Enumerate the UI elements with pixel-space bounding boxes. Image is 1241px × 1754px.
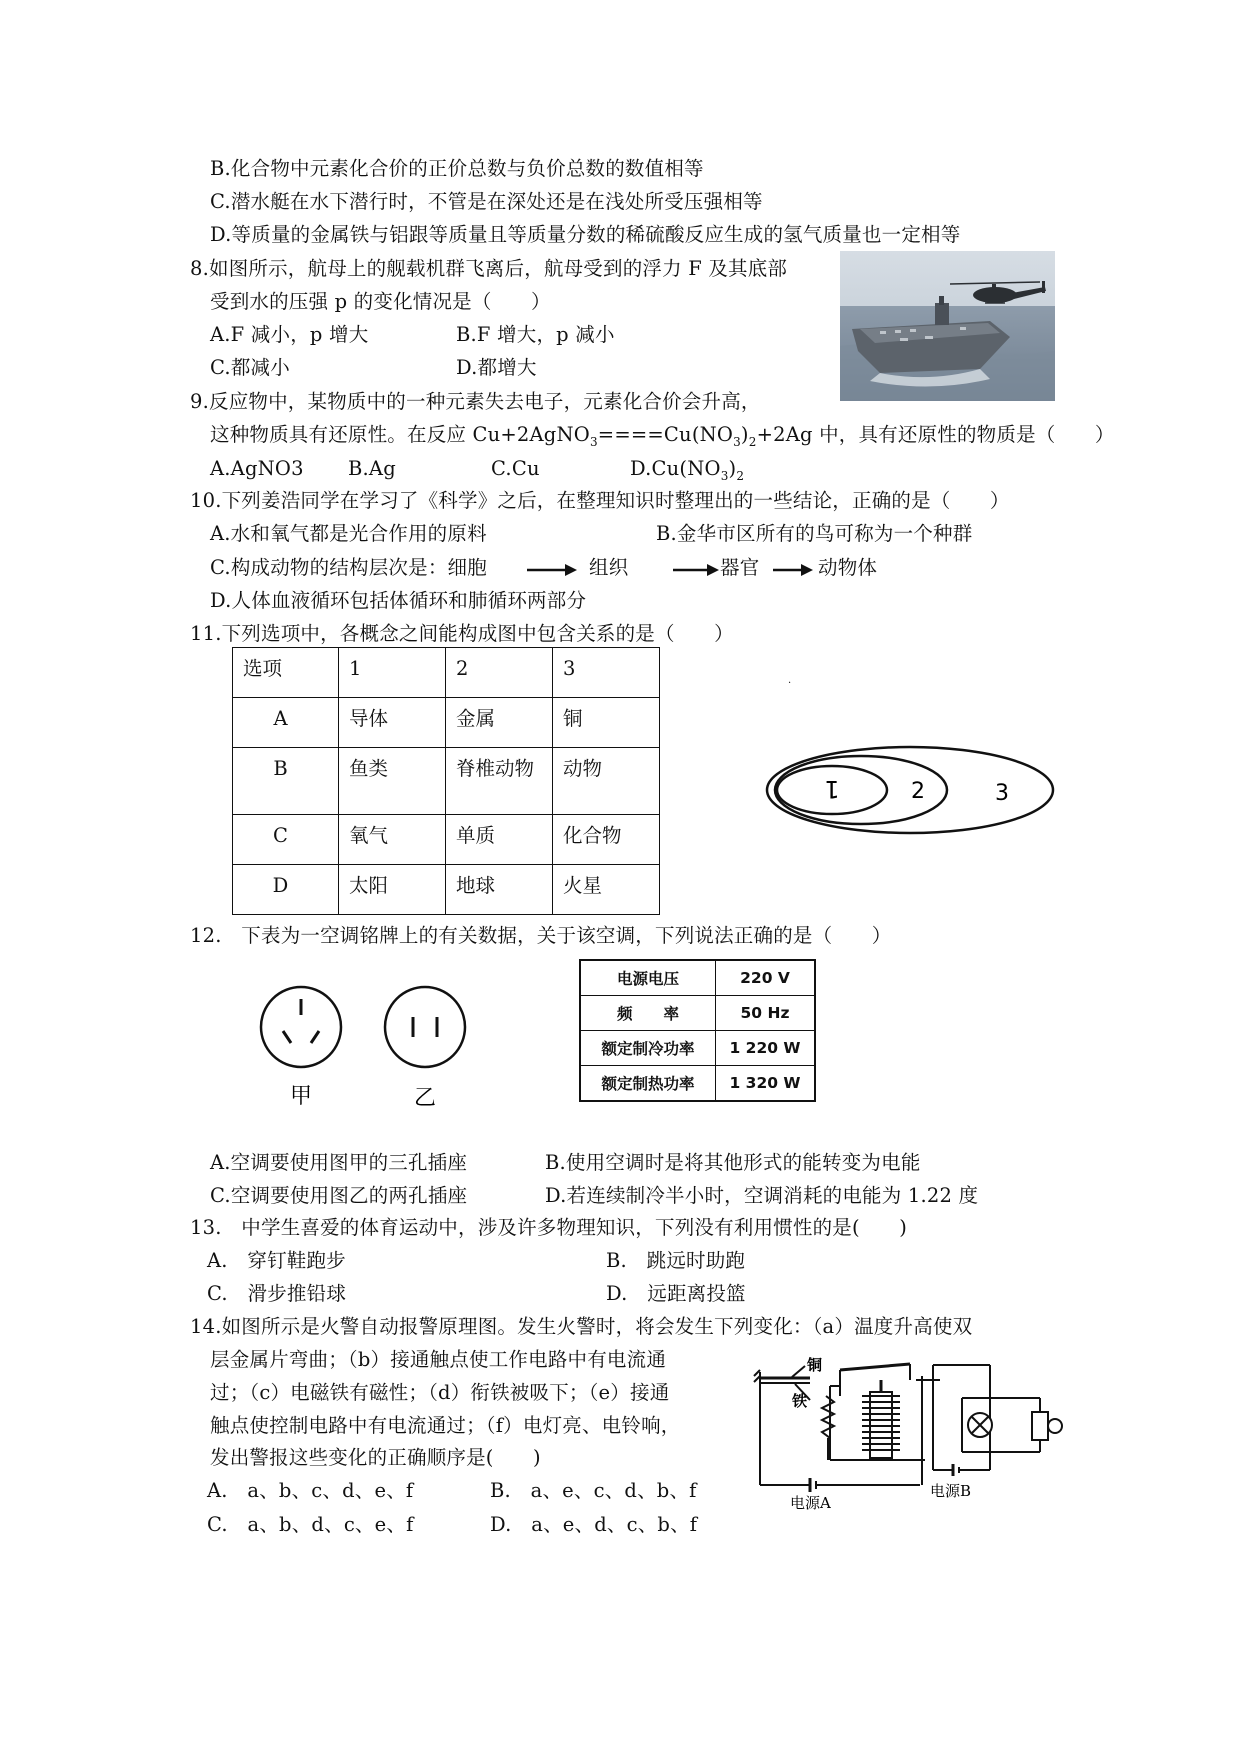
q14-stem-line4: 触点使控制电路中有电流通过；（f）电灯亮、电铃响， bbox=[210, 1414, 681, 1437]
q10-arrows bbox=[525, 560, 825, 580]
fire-alarm-circuit-diagram bbox=[750, 1350, 1080, 1520]
q12-option-d: D.若连续制冷半小时，空调消耗的电能为 1.22 度 bbox=[545, 1184, 979, 1207]
table-cell: A bbox=[233, 698, 339, 748]
q13-option-a: A. 穿钉鞋跑步 bbox=[207, 1249, 346, 1272]
q8-option-a: A.F 减小，p 增大 bbox=[210, 323, 369, 346]
q12-option-a: A.空调要使用图甲的三孔插座 bbox=[210, 1151, 468, 1174]
q13-option-d: D. 远距离投篮 bbox=[606, 1282, 746, 1305]
table-cell: 1 bbox=[339, 648, 446, 698]
q9-sub: 3 bbox=[733, 435, 741, 449]
table-cell: 电源电压 bbox=[580, 960, 716, 996]
q12-stem: 12. 下表为一空调铭牌上的有关数据，关于该空调，下列说法正确的是（ ） bbox=[190, 924, 892, 947]
table-cell: D bbox=[233, 865, 339, 915]
table-cell: 1 220 W bbox=[716, 1031, 816, 1066]
table-cell: 化合物 bbox=[553, 815, 660, 865]
table-cell: 铜 bbox=[553, 698, 660, 748]
table-cell: 脊椎动物 bbox=[446, 748, 553, 815]
q14-option-a: A. a、b、c、d、e、f bbox=[207, 1479, 414, 1502]
q12-option-c: C.空调要使用图乙的两孔插座 bbox=[210, 1184, 468, 1207]
q14-option-c: C. a、b、d、c、e、f bbox=[207, 1513, 414, 1536]
q11-stem: 11.下列选项中，各概念之间能构成图中包含关系的是（ ） bbox=[190, 622, 734, 645]
q8-option-d: D.都增大 bbox=[456, 356, 537, 379]
venn-label-1: 1 bbox=[824, 775, 840, 803]
q14-option-b: B. a、e、c、d、b、f bbox=[490, 1479, 697, 1502]
q9-sub: 3 bbox=[589, 435, 598, 449]
ellipse-3 bbox=[767, 747, 1053, 833]
table-cell: 1 320 W bbox=[716, 1066, 816, 1102]
table-header-row bbox=[233, 648, 660, 698]
q14-stem-line1: 14.如图所示是火警自动报警原理图。发生火警时，将会发生下列变化：（a）温度升高使双 bbox=[190, 1315, 973, 1338]
table-cell: C bbox=[233, 815, 339, 865]
q7-option-d: D.等质量的金属铁与铝跟等质量且等质量分数的稀硫酸反应生成的氢气质量也一定相等 bbox=[210, 223, 961, 246]
table-row bbox=[233, 748, 660, 815]
q9-text: ) bbox=[740, 423, 749, 446]
two-hole-socket-icon bbox=[385, 987, 465, 1067]
q7-option-b: B.化合物中元素化合价的正价总数与负价总数的数值相等 bbox=[210, 157, 704, 180]
q8-option-b: B.F 增大，p 减小 bbox=[456, 323, 615, 346]
table-row bbox=[580, 960, 815, 996]
q9-stem-line1: 9.反应物中，某物质中的一种元素失去电子，元素化合价会升高， bbox=[190, 390, 761, 413]
q14-stem-line5: 发出警报这些变化的正确顺序是( ) bbox=[210, 1446, 541, 1469]
table-cell: 3 bbox=[553, 648, 660, 698]
table-cell: 额定制热功率 bbox=[580, 1066, 716, 1102]
socket-diagrams bbox=[255, 985, 485, 1120]
table-row bbox=[233, 865, 660, 915]
label-iron: 铁 bbox=[792, 1392, 808, 1410]
q9-text: ====Cu(NO bbox=[597, 423, 734, 446]
q10-option-d: D.人体血液循环包括体循环和肺循环两部分 bbox=[210, 589, 587, 612]
label-power-b: 电源B bbox=[930, 1482, 972, 1500]
q10-c-tissue: 组织 bbox=[589, 556, 629, 579]
q14-stem-line2: 层金属片弯曲；（b）接通触点使工作电路中有电流通 bbox=[210, 1348, 667, 1371]
q10-option-c: C.构成动物的结构层次是：细胞 bbox=[210, 556, 487, 579]
q10-option-b: B.金华市区所有的鸟可称为一个种群 bbox=[656, 522, 973, 545]
q8-option-c: C.都减小 bbox=[210, 356, 290, 379]
q9-option-a: A.AgNO3 bbox=[210, 457, 304, 480]
q9-option-b: B.Ag bbox=[348, 457, 396, 480]
table-cell: 地球 bbox=[446, 865, 553, 915]
table-cell: 火星 bbox=[553, 865, 660, 915]
q9-d-sub: 2 bbox=[736, 469, 745, 483]
aircraft-carrier-photo bbox=[840, 251, 1055, 401]
table-cell: 2 bbox=[446, 648, 553, 698]
venn-label-3: 3 bbox=[995, 781, 1009, 806]
arrow-right-icon bbox=[527, 564, 577, 576]
table-cell: 频 率 bbox=[580, 996, 716, 1031]
three-hole-socket-icon bbox=[261, 987, 341, 1067]
venn-label-2: 2 bbox=[911, 779, 925, 804]
table-cell: 50 Hz bbox=[716, 996, 816, 1031]
table-cell: 金属 bbox=[446, 698, 553, 748]
label-power-a: 电源A bbox=[790, 1494, 831, 1512]
q13-stem: 13. 中学生喜爱的体育运动中，涉及许多物理知识，下列没有利用惯性的是( ) bbox=[190, 1216, 908, 1239]
q9-d-text: ) bbox=[728, 457, 737, 480]
q7-option-c: C.潜水艇在水下潜行时，不管是在深处还是在浅处所受压强相等 bbox=[210, 190, 763, 213]
q10-c-organ: 器官 bbox=[720, 556, 760, 579]
table-row bbox=[580, 1031, 815, 1066]
q14-option-d: D. a、e、d、c、b、f bbox=[490, 1513, 698, 1536]
q9-text: +2Ag 中，具有还原性的物质是（ ） bbox=[756, 423, 1115, 446]
q13-option-b: B. 跳远时助跑 bbox=[606, 1249, 746, 1272]
socket-label-yi: 乙 bbox=[413, 1086, 437, 1111]
q9-d-text: D.Cu(NO bbox=[630, 457, 721, 480]
q8-stem-line1: 8.如图所示，航母上的舰载机群飞离后，航母受到的浮力 F 及其底部 bbox=[190, 257, 788, 280]
q9-option-c: C.Cu bbox=[491, 457, 540, 480]
q11-concept-table bbox=[232, 647, 660, 915]
bell-icon bbox=[1032, 1412, 1062, 1440]
q9-sub: 2 bbox=[748, 435, 757, 449]
table-cell: 220 V bbox=[716, 960, 816, 996]
q10-c-animal: 动物体 bbox=[818, 556, 878, 579]
table-cell: 动物 bbox=[553, 748, 660, 815]
table-cell: 单质 bbox=[446, 815, 553, 865]
table-row bbox=[233, 815, 660, 865]
lamp-icon bbox=[968, 1413, 992, 1437]
q12-option-b: B.使用空调时是将其他形式的能转变为电能 bbox=[545, 1151, 921, 1174]
table-row bbox=[580, 996, 815, 1031]
q9-text: 这种物质具有还原性。在反应 Cu+2AgNO bbox=[210, 423, 590, 446]
table-cell: B bbox=[233, 748, 339, 815]
table-cell: 鱼类 bbox=[339, 748, 446, 815]
q8-stem-line2: 受到水的压强 p 的变化情况是（ ） bbox=[210, 290, 551, 313]
ac-nameplate-table bbox=[579, 959, 816, 1102]
q14-stem-line3: 过；（c）电磁铁有磁性；（d）衔铁被吸下；（e）接通 bbox=[210, 1381, 670, 1404]
label-copper: 铜 bbox=[807, 1356, 823, 1374]
q9-d-sub: 3 bbox=[720, 469, 729, 483]
arrow-right-icon bbox=[773, 564, 813, 576]
q9-option-d bbox=[630, 456, 744, 482]
table-cell: 氧气 bbox=[339, 815, 446, 865]
arrow-right-icon bbox=[673, 564, 719, 576]
q13-option-c: C. 滑步推铅球 bbox=[207, 1282, 347, 1305]
svg-text:.: . bbox=[788, 675, 792, 686]
socket-label-jia: 甲 bbox=[289, 1084, 313, 1109]
table-cell: 太阳 bbox=[339, 865, 446, 915]
table-row bbox=[580, 1066, 815, 1102]
table-cell: 选项 bbox=[233, 648, 339, 698]
q10-option-a: A.水和氧气都是光合作用的原料 bbox=[210, 522, 487, 545]
q10-stem: 10.下列姜浩同学在学习了《科学》之后，在整理知识时整理出的一些结论，正确的是（ ） bbox=[190, 489, 1010, 512]
q9-stem-line2 bbox=[210, 422, 1115, 448]
table-row bbox=[233, 698, 660, 748]
table-cell: 额定制冷功率 bbox=[580, 1031, 716, 1066]
table-cell: 导体 bbox=[339, 698, 446, 748]
nested-ellipse-diagram bbox=[760, 675, 1060, 835]
